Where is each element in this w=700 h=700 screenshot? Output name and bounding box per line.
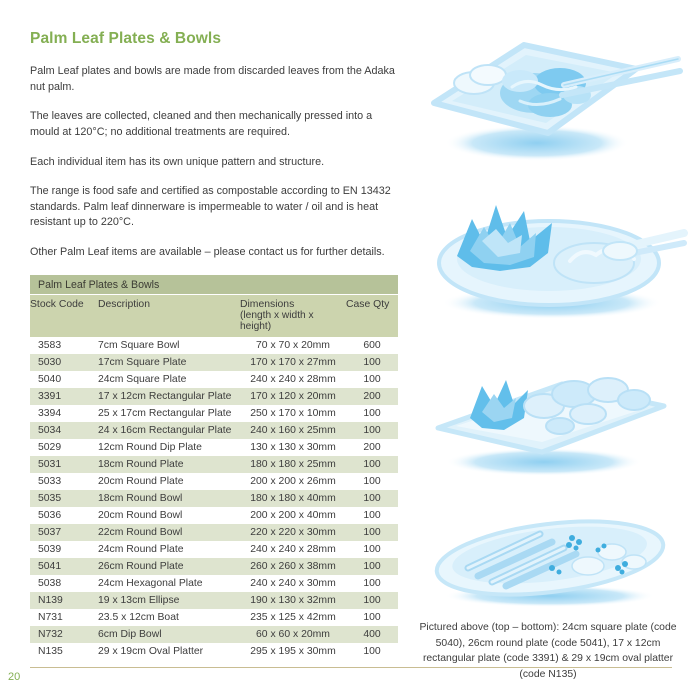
- dimensions-cell: 60 x 60 x 20mm: [256, 628, 330, 640]
- table-row: [30, 592, 398, 609]
- stock-code-cell: 3391: [38, 390, 62, 402]
- stock-code-cell: 5030: [38, 356, 62, 368]
- case-qty-cell: 200: [363, 390, 381, 402]
- table-row: [30, 558, 398, 575]
- stock-code-cell: N732: [38, 628, 63, 640]
- intro-paragraph: Each individual item has its own unique pattern and structure.: [30, 155, 325, 168]
- page-number: 20: [8, 671, 21, 683]
- dimensions-cell: 170 x 170 x 27mm: [250, 356, 336, 368]
- stock-code-cell: 5034: [38, 424, 62, 436]
- dimensions-cell: 180 x 180 x 40mm: [250, 492, 336, 504]
- dimensions-cell: 260 x 260 x 38mm: [250, 560, 336, 572]
- dimensions-cell: 240 x 240 x 28mm: [250, 543, 336, 555]
- table-row: [30, 371, 398, 388]
- case-qty-cell: 100: [363, 407, 381, 419]
- table-row: [30, 626, 398, 643]
- intro-paragraph: Other Palm Leaf items are available – please contact us for further details.: [30, 246, 385, 259]
- table-row: [30, 643, 398, 660]
- table-row: [30, 490, 398, 507]
- description-cell: 24cm Square Plate: [98, 373, 187, 385]
- dimensions-cell: 240 x 160 x 25mm: [250, 424, 336, 436]
- table-row: [30, 575, 398, 592]
- dimensions-cell: 200 x 200 x 40mm: [250, 509, 336, 521]
- description-cell: 29 x 19cm Oval Platter: [98, 645, 204, 657]
- description-cell: 24cm Round Plate: [98, 543, 184, 555]
- table-row: [30, 456, 398, 473]
- intro-text: [30, 64, 398, 261]
- table-row: [30, 388, 398, 405]
- table-row: [30, 609, 398, 626]
- case-qty-cell: 600: [363, 339, 381, 351]
- stock-code-cell: 3394: [38, 407, 62, 419]
- dimensions-cell: 250 x 170 x 10mm: [250, 407, 336, 419]
- description-cell: 18cm Round Bowl: [98, 492, 183, 504]
- header-dimensions-label: Dimensions: [240, 298, 295, 310]
- description-cell: 6cm Dip Bowl: [98, 628, 162, 640]
- description-cell: 26cm Round Plate: [98, 560, 184, 572]
- case-qty-cell: 100: [363, 560, 381, 572]
- stock-code-cell: 5035: [38, 492, 62, 504]
- table-row: [30, 337, 398, 354]
- dimensions-cell: 70 x 70 x 20mm: [256, 339, 330, 351]
- square-plate-photo: [412, 15, 690, 167]
- case-qty-cell: 100: [363, 611, 381, 623]
- case-qty-cell: 100: [363, 526, 381, 538]
- content-column: [30, 30, 398, 660]
- dimensions-cell: 130 x 130 x 30mm: [250, 441, 336, 453]
- stock-code-cell: N731: [38, 611, 63, 623]
- stock-code-cell: 5037: [38, 526, 62, 538]
- case-qty-cell: 100: [363, 645, 381, 657]
- header-dimensions-subtitle: (length x width x height): [240, 309, 314, 332]
- table-header: [30, 295, 398, 337]
- description-cell: 24cm Hexagonal Plate: [98, 577, 203, 589]
- intro-paragraph: Palm Leaf plates and bowls are made from discarded leaves from the Adaka nut palm.: [30, 65, 395, 93]
- table-row: [30, 507, 398, 524]
- dimensions-cell: 240 x 240 x 30mm: [250, 577, 336, 589]
- table-body: [30, 337, 398, 660]
- stock-code-cell: 5039: [38, 543, 62, 555]
- rectangular-plate-photo: [412, 334, 690, 484]
- table-row: [30, 405, 398, 422]
- table-row: [30, 541, 398, 558]
- dimensions-cell: 220 x 220 x 30mm: [250, 526, 336, 538]
- header-case-qty: Case Qty: [346, 295, 398, 337]
- case-qty-cell: 100: [363, 594, 381, 606]
- table-title-banner: Palm Leaf Plates & Bowls: [30, 275, 398, 294]
- intro-paragraph: The leaves are collected, cleaned and then mechanically pressed into a mould at 120°C; no additional treatments are required.: [30, 110, 373, 138]
- dimensions-cell: 170 x 120 x 20mm: [250, 390, 336, 402]
- case-qty-cell: 100: [363, 356, 381, 368]
- header-stock-code: Stock Code: [30, 295, 98, 337]
- stock-code-cell: N135: [38, 645, 63, 657]
- stock-code-cell: N139: [38, 594, 63, 606]
- case-qty-cell: 100: [363, 424, 381, 436]
- photo-caption: Pictured above (top – bottom): 24cm square plate (code 5040), 26cm round plate (code 5041), 17 x 12cm rectangular plate (code 3391) & 29 x 19cm oval platter (code N135): [419, 622, 677, 680]
- dimensions-cell: 200 x 200 x 26mm: [250, 475, 336, 487]
- table-row: [30, 422, 398, 439]
- case-qty-cell: 400: [363, 628, 381, 640]
- product-table-section: [30, 275, 398, 660]
- stock-code-cell: 5036: [38, 509, 62, 521]
- oval-platter-photo: [412, 492, 690, 610]
- description-cell: 12cm Round Dip Plate: [98, 441, 202, 453]
- round-plate-photo: [412, 171, 690, 326]
- case-qty-cell: 100: [363, 458, 381, 470]
- case-qty-cell: 100: [363, 577, 381, 589]
- description-cell: 17 x 12cm Rectangular Plate: [98, 390, 232, 402]
- footer-rule: [30, 667, 672, 668]
- description-cell: 23.5 x 12cm Boat: [98, 611, 179, 623]
- table-row: [30, 473, 398, 490]
- description-cell: 24 x 16cm Rectangular Plate: [98, 424, 232, 436]
- header-description: Description: [98, 295, 240, 337]
- stock-code-cell: 3583: [38, 339, 62, 351]
- table-row: [30, 354, 398, 371]
- description-cell: 18cm Round Plate: [98, 458, 184, 470]
- stock-code-cell: 5041: [38, 560, 62, 572]
- description-cell: 20cm Round Bowl: [98, 509, 183, 521]
- dimensions-cell: 295 x 195 x 30mm: [250, 645, 336, 657]
- table-row: [30, 524, 398, 541]
- stock-code-cell: 5033: [38, 475, 62, 487]
- intro-paragraph: The range is food safe and certified as compostable according to EN 13432 standards. Palm leaf dinnerware is impermeable to water / oil and is heat resistant up to 220°C.: [30, 185, 391, 229]
- product-table: [30, 295, 398, 660]
- header-dimensions: [240, 295, 346, 337]
- stock-code-cell: 5031: [38, 458, 62, 470]
- page-title: Palm Leaf Plates & Bowls: [30, 30, 222, 47]
- stock-code-cell: 5029: [38, 441, 62, 453]
- case-qty-cell: 100: [363, 509, 381, 521]
- photo-column: [412, 10, 690, 682]
- case-qty-cell: 100: [363, 373, 381, 385]
- description-cell: 19 x 13cm Ellipse: [98, 594, 180, 606]
- case-qty-cell: 100: [363, 492, 381, 504]
- table-header-row: [30, 295, 398, 337]
- description-cell: 20cm Round Plate: [98, 475, 184, 487]
- description-cell: 22cm Round Bowl: [98, 526, 183, 538]
- dimensions-cell: 180 x 180 x 25mm: [250, 458, 336, 470]
- dimensions-cell: 235 x 125 x 42mm: [250, 611, 336, 623]
- stock-code-cell: 5038: [38, 577, 62, 589]
- table-row: [30, 439, 398, 456]
- case-qty-cell: 200: [363, 441, 381, 453]
- case-qty-cell: 100: [363, 543, 381, 555]
- dimensions-cell: 240 x 240 x 28mm: [250, 373, 336, 385]
- description-cell: 25 x 17cm Rectangular Plate: [98, 407, 232, 419]
- dimensions-cell: 190 x 130 x 32mm: [250, 594, 336, 606]
- stock-code-cell: 5040: [38, 373, 62, 385]
- case-qty-cell: 100: [363, 475, 381, 487]
- description-cell: 17cm Square Plate: [98, 356, 187, 368]
- description-cell: 7cm Square Bowl: [98, 339, 180, 351]
